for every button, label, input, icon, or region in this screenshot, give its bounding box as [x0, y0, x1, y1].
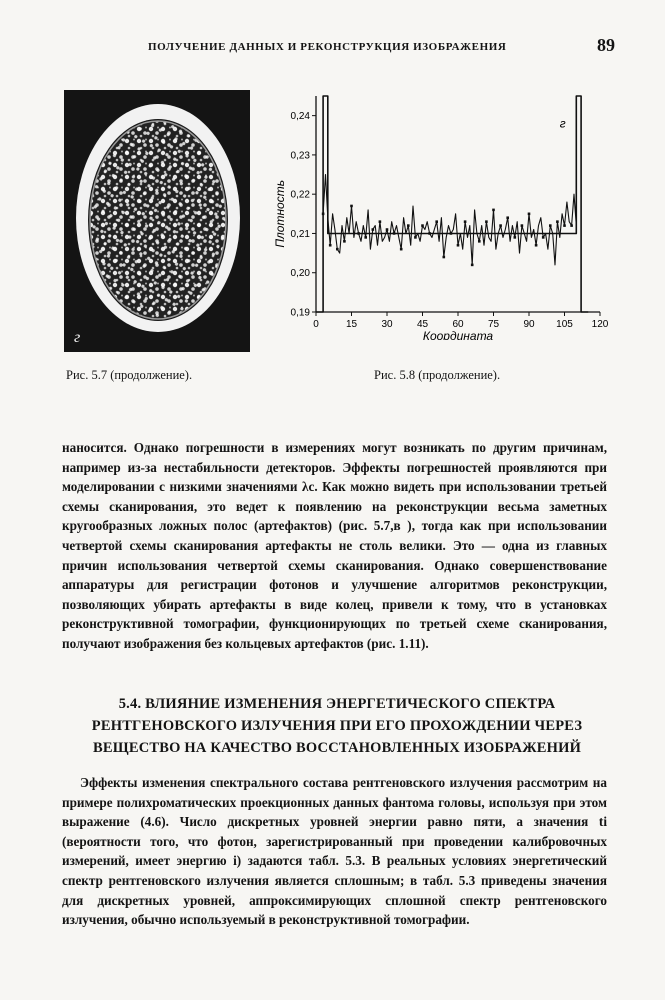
chart-point [364, 236, 367, 239]
paragraph-spectrum: Эффекты изменения спектрального состава рентгеновского излучения рассмотрим на примере полихроматических проекционных данных фантома головы, используя при этом выражение (4.6). Число дискретных уровней энергии равно пяти, а значения ti (вероятности того, что фотон, зарегистрированный при проведении калибровочных измерений, имеет энергию i) задаются табл. 5.3. В реальных условиях энергетический спектр рентгеновского излучения является сплошным; в табл. 5.3 приведены значения для дискретных уровней, аппроксимирующих сплошной спектр рентгеновского излучения, обычно используемый в реконструктивной томографии. [62, 775, 607, 928]
chart-y-tick-label: 0,23 [290, 150, 310, 162]
chart-point [343, 240, 346, 243]
chart-y-tick-label: 0,22 [290, 189, 310, 201]
density-chart-svg [262, 90, 634, 340]
chart-point [443, 256, 446, 259]
chart-series-reference [316, 96, 588, 312]
chart-point [478, 240, 481, 243]
chart-point [428, 232, 431, 235]
chart-point [386, 228, 389, 231]
chart-point [549, 224, 552, 227]
chart-point [570, 224, 573, 227]
chart-point [464, 220, 467, 223]
chart-point [393, 232, 396, 235]
chart-point [435, 220, 438, 223]
chart-point [322, 213, 325, 216]
chart-x-tick-label: 0 [313, 319, 319, 330]
chart-x-tick-label: 120 [591, 319, 609, 330]
chart-point [506, 216, 509, 219]
chart-x-tick-label: 90 [523, 319, 535, 330]
chart-point [563, 224, 566, 227]
ct-reconstruction-image [64, 90, 250, 352]
chart-x-tick-label: 30 [381, 319, 393, 330]
chart-point [372, 228, 375, 231]
chart-point [457, 244, 460, 247]
page-number: 89 [597, 35, 615, 55]
chart-point [400, 248, 403, 251]
chart-point [450, 232, 453, 235]
chart-point [350, 205, 353, 208]
panel-letter: г [74, 329, 81, 346]
chart-point [357, 232, 360, 235]
chart-y-tick-label: 0,21 [290, 228, 310, 240]
chart-point [542, 236, 545, 239]
chart-point [471, 264, 474, 267]
chart-x-tick-label: 15 [345, 319, 358, 330]
figure-5-8-caption: Рис. 5.8 (продолжение). [374, 368, 501, 382]
chart-point [521, 224, 524, 227]
chart-x-tick-label: 45 [416, 319, 429, 330]
chart-panel-label: г [559, 116, 566, 131]
chart-series-reconstruction [323, 175, 576, 265]
chart-y-tick-label: 0,24 [290, 111, 310, 123]
running-head: ПОЛУЧЕНИЕ ДАННЫХ И РЕКОНСТРУКЦИЯ ИЗОБРАЖЕНИЯ [148, 41, 507, 53]
chart-point [414, 236, 417, 239]
chart-point [336, 248, 339, 251]
figure-5-7-caption: Рис. 5.7 (продолжение). [66, 368, 193, 382]
chart-y-axis-label: Плотность [273, 179, 287, 248]
chart-point [485, 220, 488, 223]
chart-point [492, 209, 495, 212]
ct-reconstruction-svg [64, 90, 250, 352]
chart-y-tick-label: 0,20 [290, 268, 310, 280]
chart-point [407, 224, 410, 227]
chart-point [329, 244, 332, 247]
paragraph-artifacts: наносится. Однако погрешности в измерениях могут возникать по другим причинам, например из-за нестабильности детекторов. Эффекты погрешностей проявляются при моделировании с низкими значениями λc. Как можно видеть при использовании третьей схемы сканирования, это ведет к появлению на реконструкции весьма заметных кругообразных ложных полос (артефактов) (рис. 5.7,в ), тогда как при использовании четвертой схемы сканирования артефакты не столь велики. Это — одна из главных причин использования четвертой схемы сканирования. Однако совершенствование аппаратуры для регистрации фотонов и улучшение алгоритмов реконструкции, позволяющих убирать артефакты в виде колец, привели к тому, что в установках реконструктивной томографии, функционирующих по третьей схеме сканирования, получают изображения без кольцевых артефактов (рис. 1.11). [62, 440, 607, 651]
chart-point [499, 224, 502, 227]
chart-y-tick-label: 0,19 [290, 307, 310, 319]
chart-point [556, 220, 559, 223]
chart-x-axis-label: Координата [422, 329, 494, 340]
chart-point [514, 236, 517, 239]
chart-point [528, 213, 531, 216]
chart-x-tick-label: 105 [556, 319, 573, 330]
chart-x-tick-label: 60 [452, 319, 464, 330]
chart-point [379, 220, 382, 223]
chart-point [535, 244, 538, 247]
section-heading-5-4: 5.4. ВЛИЯНИЕ ИЗМЕНЕНИЯ ЭНЕРГЕТИЧЕСКОГО СПЕКТРА РЕНТГЕНОВСКОГО ИЗЛУЧЕНИЯ ПРИ ЕГО ПРОХОЖДЕНИИ ЧЕРЕЗ ВЕЩЕСТВО НА КАЧЕСТВО ВОССТАНОВЛЕННЫХ ИЗОБРАЖЕНИЙ [91, 696, 583, 756]
chart-x-tick-label: 75 [487, 319, 500, 330]
density-chart [262, 90, 634, 340]
chart-point [421, 224, 424, 227]
